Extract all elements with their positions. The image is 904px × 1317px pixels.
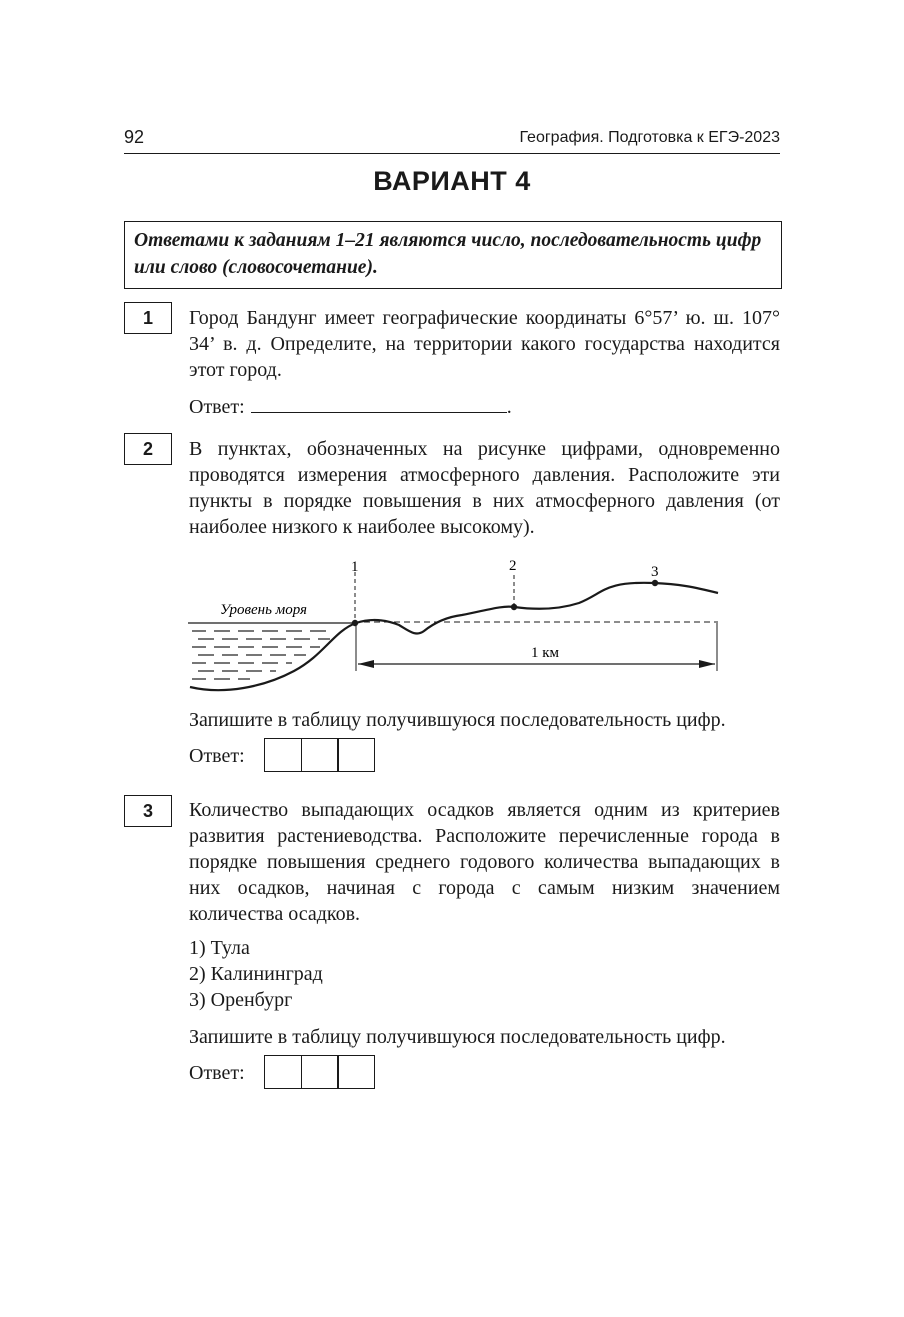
answer-cell[interactable] — [264, 738, 302, 772]
point-1-label: 1 — [351, 559, 359, 575]
option-3: 3) Оренбург — [189, 989, 293, 1011]
point-2-label: 2 — [509, 558, 517, 574]
task-2-answer-label: Ответ: — [189, 745, 245, 767]
scale-label: 1 км — [531, 645, 560, 661]
task-3-answer-grid — [264, 1055, 375, 1089]
task-number-1: 1 — [124, 302, 172, 334]
water-hatching — [188, 623, 352, 679]
task-number-2: 2 — [124, 433, 172, 465]
answer-label: Ответ: — [189, 396, 245, 418]
instruction-box — [124, 221, 782, 289]
option-1: 1) Тула — [189, 937, 250, 959]
point-1-dot — [352, 620, 358, 626]
scale-arrow-right — [699, 660, 715, 668]
scale-arrow-left — [358, 660, 374, 668]
instruction-text: Ответами к заданиям 1–21 являются число, последовательность цифр или слово (словосочетание). — [134, 230, 762, 278]
header-divider — [124, 153, 780, 154]
task-2-answer-grid — [264, 738, 375, 772]
point-3-label: 3 — [651, 564, 659, 580]
answer-cell[interactable] — [264, 1055, 302, 1089]
task-2-table-instruction: Запишите в таблицу получившуюся последовательность цифр. — [189, 709, 726, 731]
task-1-answer: Ответ: . — [189, 396, 512, 418]
running-title: География. Подготовка к ЕГЭ-2023 — [519, 129, 780, 146]
answer-cell[interactable] — [337, 738, 375, 772]
task-3-table-instruction: Запишите в таблицу получившуюся последовательность цифр. — [189, 1026, 726, 1048]
point-2-dot — [511, 604, 517, 610]
point-3-dot — [652, 580, 658, 586]
relief-diagram — [184, 553, 724, 698]
sea-level-label: Уровень моря — [220, 602, 308, 618]
option-2: 2) Калининград — [189, 963, 323, 985]
task-3-answer-label: Ответ: — [189, 1062, 245, 1084]
answer-blank-line[interactable] — [251, 394, 507, 413]
answer-cell[interactable] — [301, 1055, 339, 1089]
task-1-text: Город Бандунг имеет географические координаты 6°57’ ю. ш. 107° 34’ в. д. Определите, на территории какого государства находится этот город. — [189, 307, 780, 381]
task-2-text: В пунктах, обозначенных на рисунке цифрами, одновременно проводятся измерения атмосферного давления. Расположите эти пункты в порядке повышения в них атмосферного давления (от наиболее низкого к наиболее высокому). — [189, 438, 780, 538]
terrain-profile — [190, 583, 718, 690]
page-number: 92 — [124, 127, 145, 147]
task-3-text: Количество выпадающих осадков является одним из критериев развития растениеводства. Расположите перечисленные города в порядке повышения среднего годового количества выпадающих в них осадков, начиная с города с самым низким значением количества осадков. — [189, 799, 780, 925]
variant-title: ВАРИАНТ 4 — [373, 166, 531, 196]
task-number-3: 3 — [124, 795, 172, 827]
answer-cell[interactable] — [301, 738, 339, 772]
answer-cell[interactable] — [337, 1055, 375, 1089]
